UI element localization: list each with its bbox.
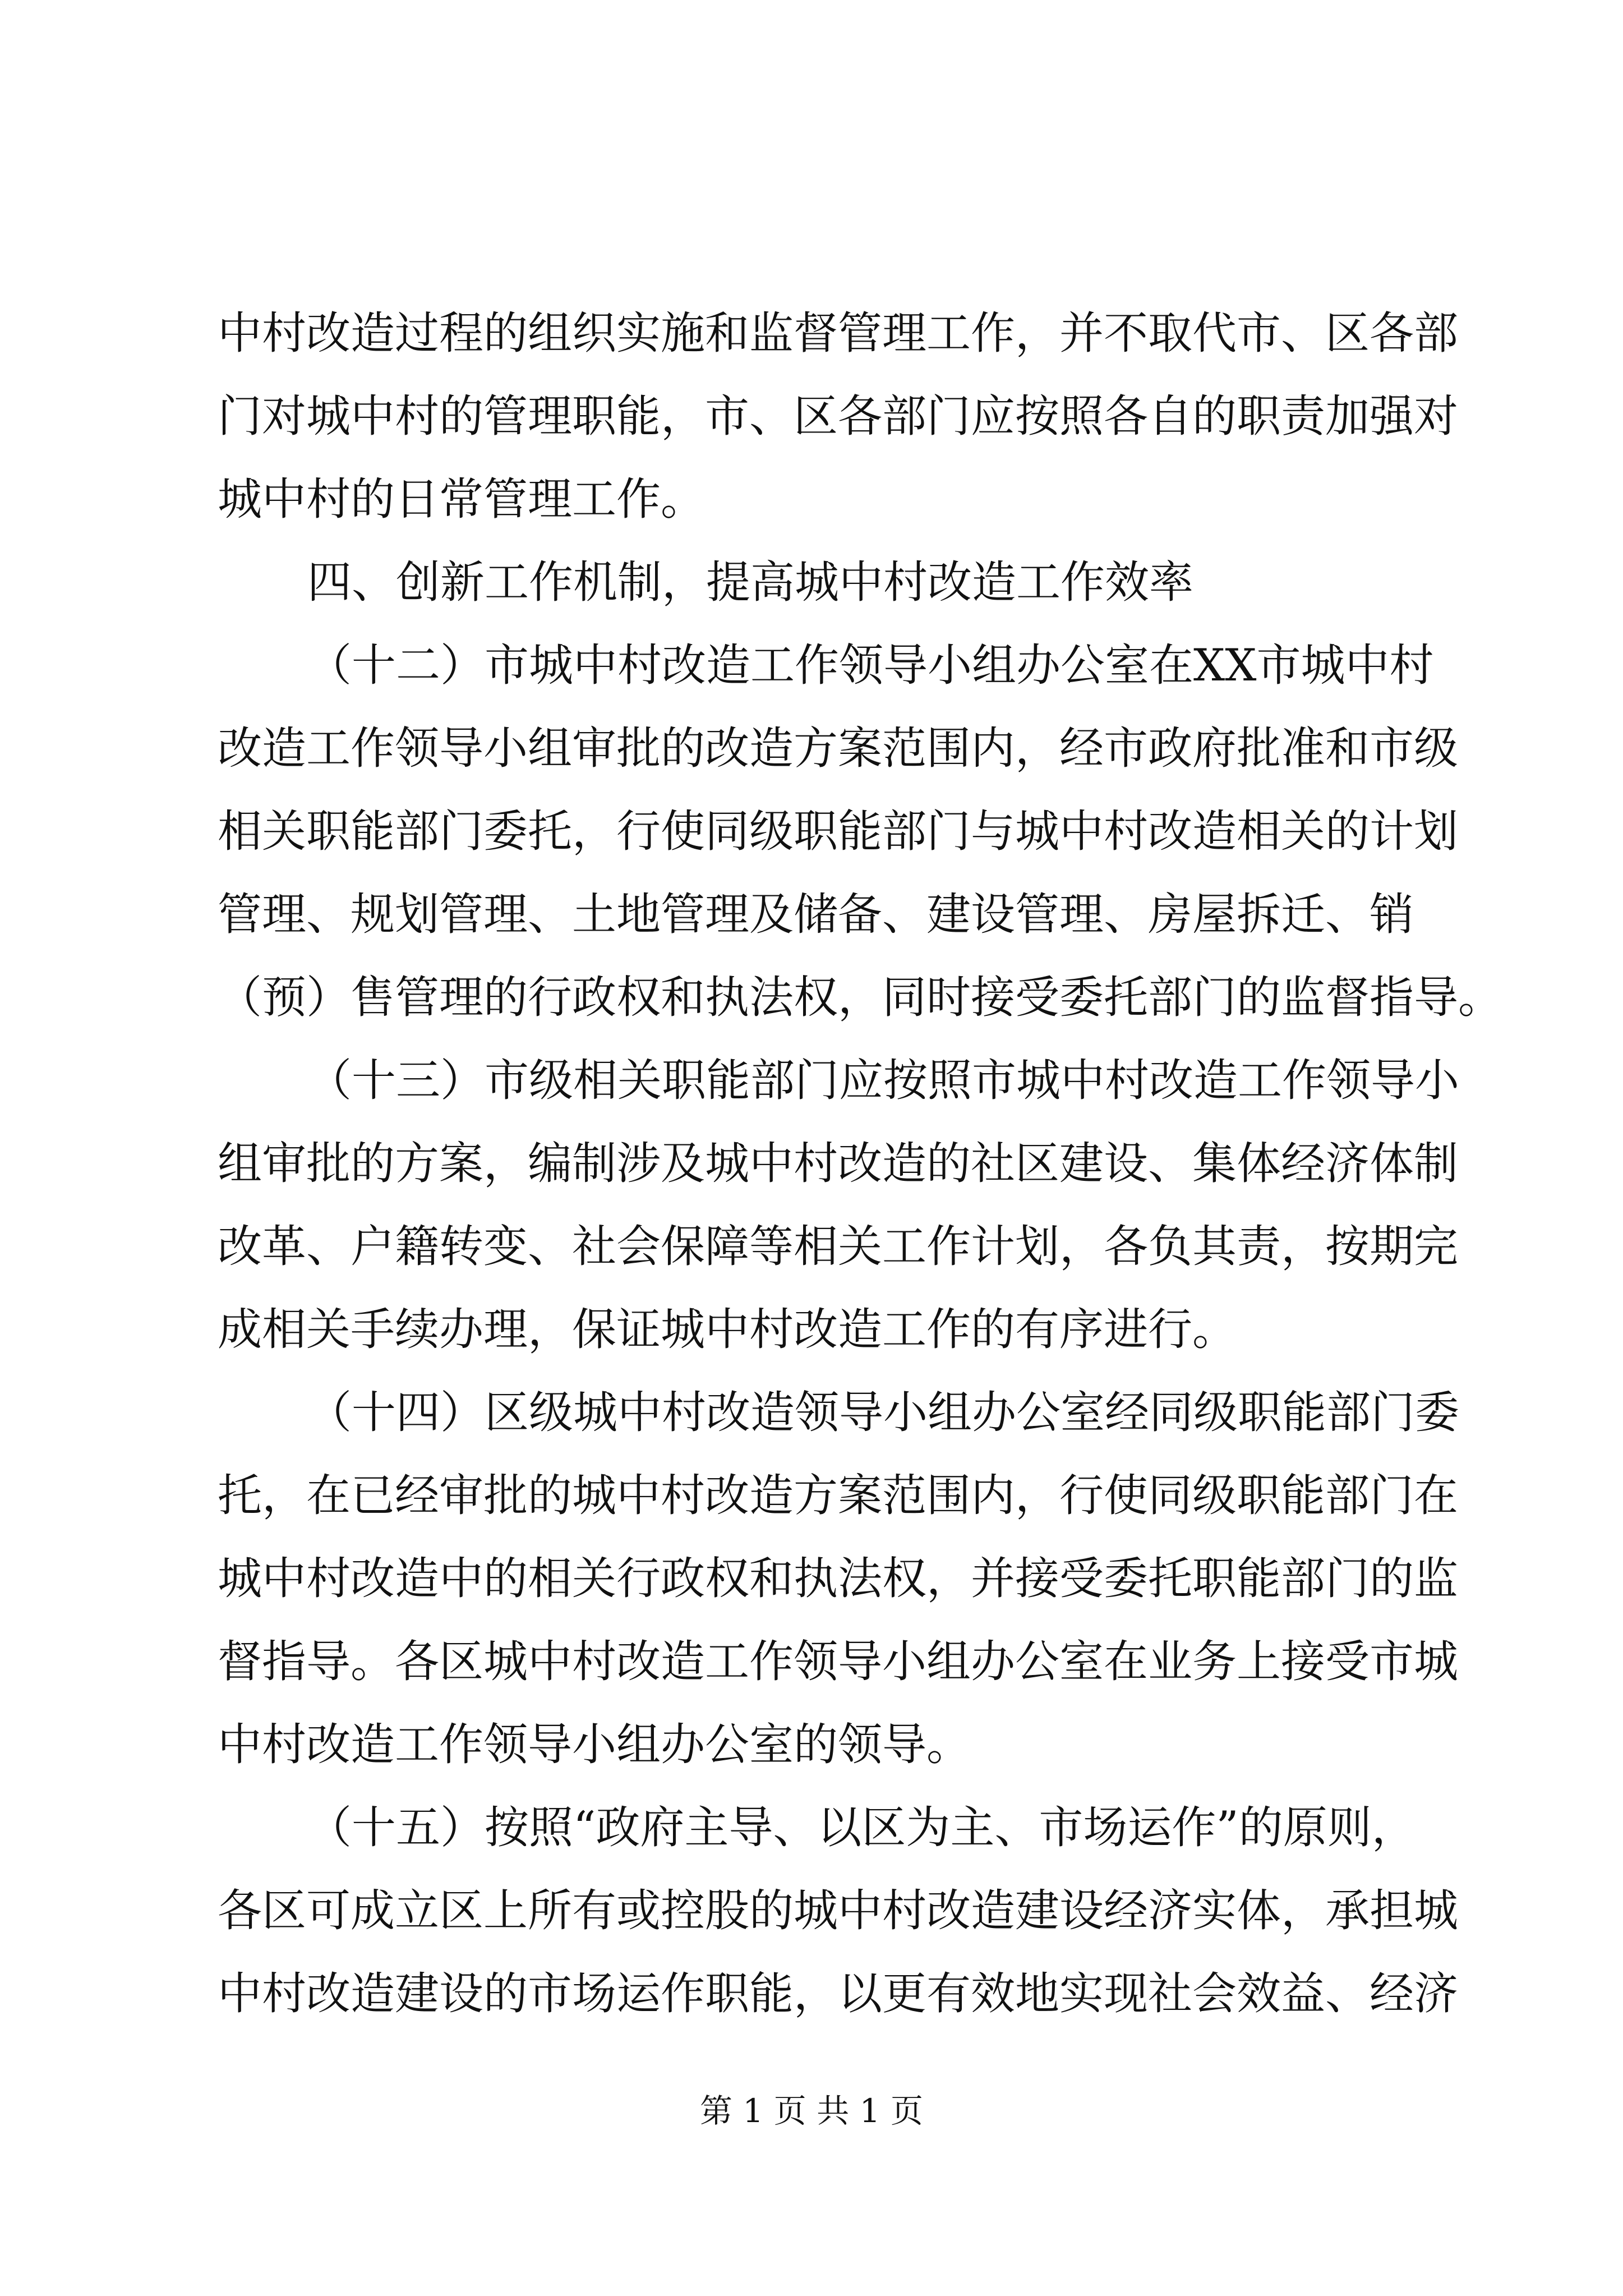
- text-line: （十三）市级相关职能部门应按照市城中村改造工作领导小: [307, 1055, 1459, 1106]
- text-line: 相关职能部门委托，行使同级职能部门与城中村改造相关的计划: [218, 806, 1458, 857]
- text-line: 托，在已经审批的城中村改造方案范围内，行使同级职能部门在: [218, 1470, 1458, 1521]
- text-line: 城中村的日常管理工作。: [218, 473, 705, 525]
- text-line: 组审批的方案，编制涉及城中村改造的社区建设、集体经济体制: [218, 1138, 1458, 1189]
- text-line: 管理、规划管理、土地管理及储备、建设管理、房屋拆迁、销: [218, 889, 1414, 940]
- text-line: 改革、户籍转变、社会保障等相关工作计划，各负其责，按期完: [218, 1221, 1458, 1272]
- text-line: （预）售管理的行政权和执法权，同时接受委托部门的监督指导。: [218, 972, 1502, 1023]
- text-line: 中村改造过程的组织实施和监督管理工作，并不取代市、区各部: [218, 307, 1458, 359]
- text-line: 中村改造工作领导小组办公室的领导。: [218, 1719, 971, 1770]
- text-line: 城中村改造中的相关行政权和执法权，并接受委托职能部门的监: [218, 1553, 1458, 1604]
- document-body: [218, 292, 1502, 2035]
- text-line: 门对城中村的管理职能，市、区各部门应按照各自的职责加强对: [218, 390, 1458, 442]
- text-line: 督指导。各区城中村改造工作领导小组办公室在业务上接受市城: [218, 1636, 1458, 1687]
- text-line: （十五）按照“政府主导、以区为主、市场运作”的原则，: [307, 1802, 1416, 1853]
- text-line: （十四）区级城中村改造领导小组办公室经同级职能部门委: [307, 1387, 1459, 1438]
- text-line: 中村改造建设的市场运作职能，以更有效地实现社会效益、经济: [218, 1968, 1458, 2019]
- text-line: （十二）市城中村改造工作领导小组办公室在XX市城中村: [307, 639, 1434, 691]
- text-line: 各区可成立区上所有或控股的城中村改造建设经济实体，承担城: [218, 1885, 1458, 1936]
- text-line: 四、创新工作机制，提高城中村改造工作效率: [307, 556, 1193, 608]
- text-line: 成相关手续办理，保证城中村改造工作的有序进行。: [218, 1304, 1237, 1355]
- text-line: 改造工作领导小组审批的改造方案范围内，经市政府批准和市级: [218, 723, 1458, 774]
- page-footer: 第 1 页 共 1 页: [700, 2092, 923, 2130]
